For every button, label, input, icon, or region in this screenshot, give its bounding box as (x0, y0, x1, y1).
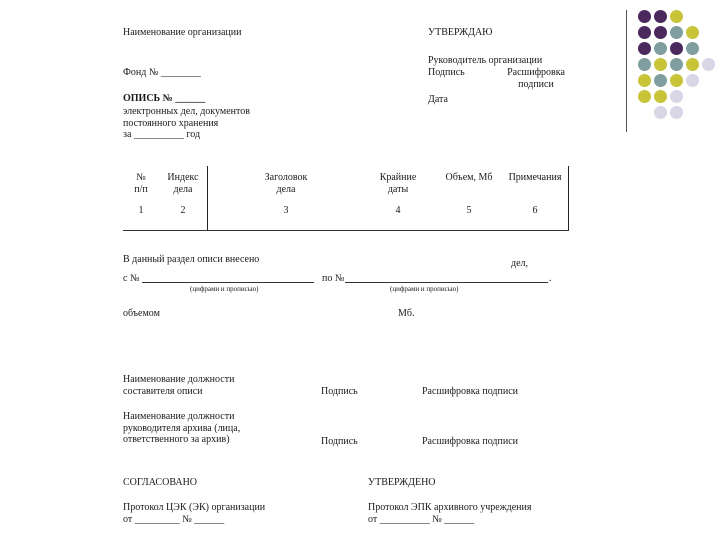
opis-description (123, 106, 250, 141)
table-header-cell (370, 172, 426, 195)
compiler-position-line1: Наименование должности (123, 374, 235, 385)
decor-dot (670, 74, 683, 87)
opis-heading: ОПИСЬ № ______ (123, 93, 206, 104)
decor-dot (670, 42, 683, 55)
header-dates-line2: даты (387, 183, 409, 195)
summary-line1: В данный раздел описи внесено (123, 254, 260, 265)
opis-description-line1: электронных дел, документов (123, 106, 250, 117)
decor-dot (654, 10, 667, 23)
summary-from-label: с № (123, 273, 140, 284)
compiler-position-line2: составителя описи (123, 385, 203, 397)
decor-dot (686, 58, 699, 71)
decor-dot (638, 10, 651, 23)
header-num-line2: п/п (134, 183, 148, 195)
header-notes: Примечания (508, 172, 562, 183)
decor-dot (686, 26, 699, 39)
header-dates-line1: Крайние (379, 172, 417, 183)
approved-heading: УТВЕРЖДЕНО (368, 477, 436, 488)
summary-hint-left: (цифрами и прописью) (190, 285, 259, 293)
signature-label: Подпись (428, 67, 465, 78)
table-number-cell: 1 (138, 205, 144, 216)
table-bottom-border (123, 230, 569, 231)
table-header-cell (502, 172, 568, 184)
decor-dot (670, 58, 683, 71)
protocol-epk (368, 502, 531, 525)
table-number-cell: 2 (180, 205, 186, 216)
archive-signature-label: Подпись (321, 436, 358, 447)
summary-to-label: по № (322, 273, 345, 284)
approve-heading: УТВЕРЖДАЮ (428, 27, 493, 38)
decor-dot (654, 90, 667, 103)
volume-label: объемом (123, 308, 160, 319)
table-number-cell: 6 (532, 205, 538, 216)
compiler-decoding-label: Расшифровка подписи (422, 386, 518, 397)
summary-period: . (549, 273, 552, 284)
table-divider (207, 166, 208, 230)
decor-dot (654, 58, 667, 71)
compiler-signature-label: Подпись (321, 386, 358, 397)
protocol-epk-date: от __________ № ______ (368, 513, 475, 525)
header-title-line2: дела (276, 183, 296, 195)
table-header-cell (438, 172, 500, 184)
protocol-cek-title: Протокол ЦЭК (ЭК) организации (123, 502, 266, 513)
agreed-heading: СОГЛАСОВАНО (123, 477, 198, 488)
decor-dot (638, 90, 651, 103)
table-number-cell: 3 (283, 205, 289, 216)
decor-dot (686, 74, 699, 87)
table-header-cell (250, 172, 322, 195)
table-header-cell (125, 172, 157, 195)
decor-dot (638, 26, 651, 39)
protocol-cek (123, 502, 265, 525)
protocol-cek-date: от _________ № ______ (123, 513, 225, 525)
header-index-line1: Индекс (167, 172, 199, 183)
decor-dot (686, 42, 699, 55)
org-name-label: Наименование организации (123, 27, 242, 38)
decor-dot (638, 42, 651, 55)
fond-field: Фонд № ________ (123, 67, 201, 78)
compiler-position (123, 374, 234, 397)
decor-dot (670, 10, 683, 23)
summary-hint-right: (цифрами и прописью) (390, 285, 459, 293)
from-number-line (142, 282, 314, 283)
header-title-line1: Заголовок (264, 172, 308, 183)
decor-dot (654, 26, 667, 39)
decoding-label-line2: подписи (518, 78, 554, 90)
date-label: Дата (428, 94, 448, 105)
archive-position-line2: руководителя архива (лица, (123, 422, 241, 434)
archive-position-line1: Наименование должности (123, 411, 235, 422)
decoding-label-line1: Расшифровка (507, 67, 565, 78)
decor-dot (638, 58, 651, 71)
decor-dot (638, 74, 651, 87)
table-number-cell: 4 (395, 205, 401, 216)
decoding-label (500, 67, 572, 90)
decor-dot (670, 26, 683, 39)
decor-dot (670, 90, 683, 103)
decor-dot (702, 58, 715, 71)
archive-head-position (123, 411, 240, 446)
table-number-cell: 5 (466, 205, 472, 216)
header-num-line1: № (136, 172, 146, 183)
header-volume: Объем, Мб (445, 172, 493, 183)
decor-dot (670, 106, 683, 119)
archive-position-line3: ответственного за архив) (123, 434, 230, 445)
decor-dot (654, 74, 667, 87)
table-header-cell (162, 172, 204, 195)
decorative-divider-line (626, 10, 627, 132)
protocol-epk-title: Протокол ЭПК архивного учреждения (368, 502, 532, 513)
summary-line1-end: дел, (511, 258, 529, 269)
header-index-line2: дела (173, 183, 193, 195)
decor-dot (654, 106, 667, 119)
volume-unit: Мб. (398, 308, 415, 319)
table-divider (568, 166, 569, 230)
head-of-org-label: Руководитель организации (428, 55, 543, 66)
to-number-line (345, 282, 548, 283)
opis-description-line2: постоянного хранения (123, 117, 219, 129)
decor-dot (654, 42, 667, 55)
archive-decoding-label: Расшифровка подписи (422, 436, 518, 447)
opis-description-line3: за __________ год (123, 129, 201, 140)
